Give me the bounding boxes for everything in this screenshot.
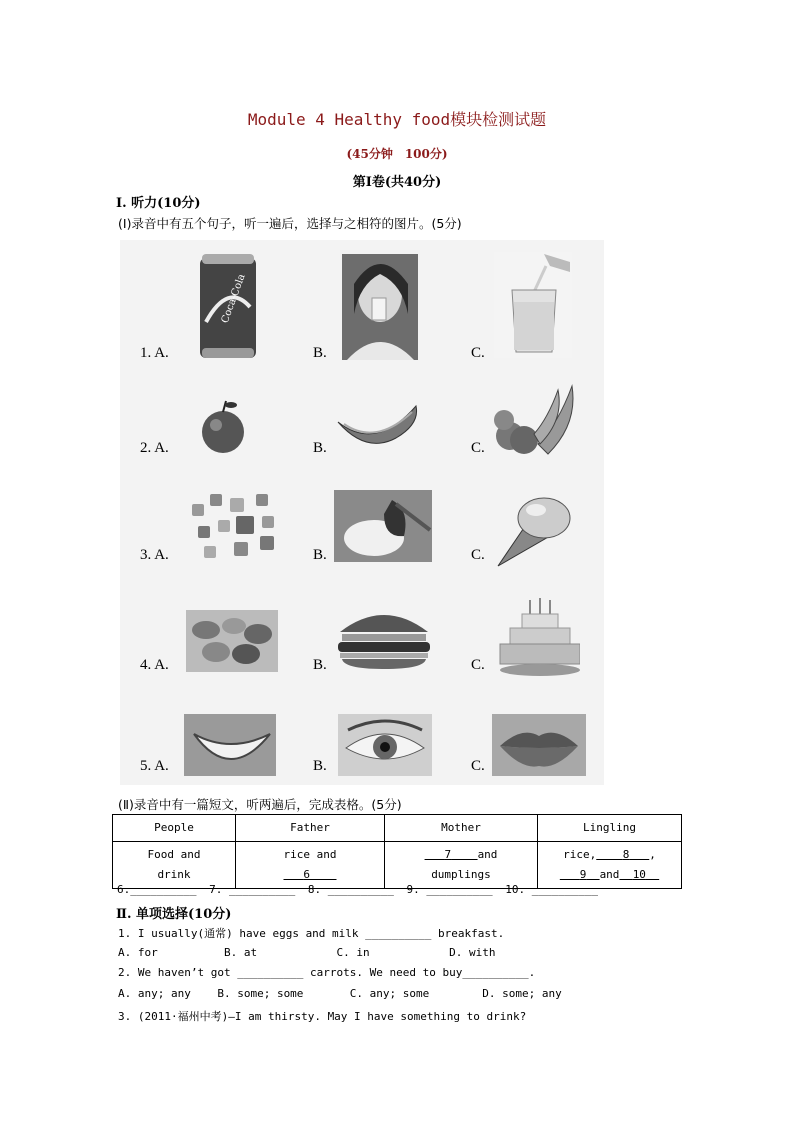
question-3-option-c: C.	[471, 547, 485, 563]
question-4-number: 4. A.	[140, 657, 169, 673]
answer-blank-10[interactable]: 10. __________	[505, 883, 598, 896]
table-header-cell: Father	[236, 815, 385, 842]
answer-blanks	[117, 883, 604, 896]
svg-text:Coca-Cola: Coca-Cola	[219, 272, 248, 325]
table-header-cell: Lingling	[538, 815, 682, 842]
listening-table	[112, 814, 682, 889]
question-1-option-b: B.	[313, 345, 327, 361]
choice-question-3: 3. (2011·福州中考)—I am thirsty. May I have something to drink?	[118, 1010, 527, 1023]
table-header-row	[113, 815, 682, 842]
question-2-option-b: B.	[313, 440, 327, 456]
blank-10[interactable]: 10	[632, 868, 646, 881]
smiling-mouth-image	[184, 714, 276, 776]
choice-options-1: A. for B. at C. in D. with	[118, 946, 496, 959]
mother-cell: 7 and dumplings	[385, 842, 538, 889]
question-5-option-b: B.	[313, 758, 327, 774]
answer-blank-9[interactable]: 9. __________	[406, 883, 493, 896]
table-header-cell: Mother	[385, 815, 538, 842]
candies-image	[190, 492, 280, 562]
exam-duration-score: (45分钟 100分)	[346, 147, 448, 161]
listening-part2-instruction: (Ⅱ)录音中有一篇短文，听两遍后，完成表格。(5分)	[118, 797, 402, 812]
section-listening-heading: Ⅰ. 听力(10分)	[116, 196, 201, 211]
strawberry-cream-image	[334, 490, 432, 562]
blank-6[interactable]: 6	[303, 868, 310, 881]
banana-image	[336, 402, 422, 452]
choice-question-1: 1. I usually(通常) have eggs and milk __________ breakfast.	[118, 927, 505, 940]
glass-of-water-image	[494, 252, 572, 358]
part-heading: 第Ⅰ卷(共40分)	[352, 175, 442, 190]
question-2-option-c: C.	[471, 440, 485, 456]
question-5-option-c: C.	[471, 758, 485, 774]
question-2-number: 2. A.	[140, 440, 169, 456]
sweets-pile-image	[186, 610, 278, 672]
lips-image	[492, 714, 586, 776]
question-1-number: 1. A.	[140, 345, 169, 361]
listening-part1-instruction: (Ⅰ)录音中有五个句子，听一遍后，选择与之相符的图片。(5分)	[118, 216, 462, 231]
woman-drinking-image	[342, 254, 418, 360]
section-choice-heading: Ⅱ. 单项选择(10分)	[116, 907, 232, 922]
hamburger-image	[336, 606, 432, 670]
question-3-option-b: B.	[313, 547, 327, 563]
table-row	[113, 842, 682, 889]
blank-7[interactable]: 7	[444, 848, 452, 861]
birthday-cake-image	[496, 596, 580, 678]
answer-blank-8[interactable]: 8. __________	[307, 883, 394, 896]
father-cell: rice and 6	[236, 842, 385, 889]
choice-question-2: 2. We haven’t got __________ carrots. We need to buy__________.	[118, 966, 536, 979]
apples-and-bananas-image	[488, 384, 578, 462]
blank-9[interactable]: 9	[579, 868, 587, 881]
answer-blank-7[interactable]: 7. __________	[209, 883, 296, 896]
question-5-number: 5. A.	[140, 758, 169, 774]
eye-image	[338, 714, 432, 776]
choice-options-2: A. any; any B. some; some C. any; some D. some; any	[118, 987, 562, 1000]
ice-cream-cone-image	[492, 492, 574, 568]
question-1-option-c: C.	[471, 345, 485, 361]
lingling-cell: rice, 8 , 9 and 10	[538, 842, 682, 889]
question-4-option-c: C.	[471, 657, 485, 673]
apple-image	[200, 398, 246, 456]
cola-can-image	[198, 252, 258, 362]
page-title: Module 4 Healthy food模块检测试题	[247, 110, 547, 129]
blank-8[interactable]: 8	[622, 848, 630, 861]
question-4-option-b: B.	[313, 657, 327, 673]
table-row-label: Food and drink	[113, 842, 236, 889]
question-3-number: 3. A.	[140, 547, 169, 563]
table-header-cell: People	[113, 815, 236, 842]
answer-blank-6[interactable]: 6.__________	[117, 883, 197, 896]
